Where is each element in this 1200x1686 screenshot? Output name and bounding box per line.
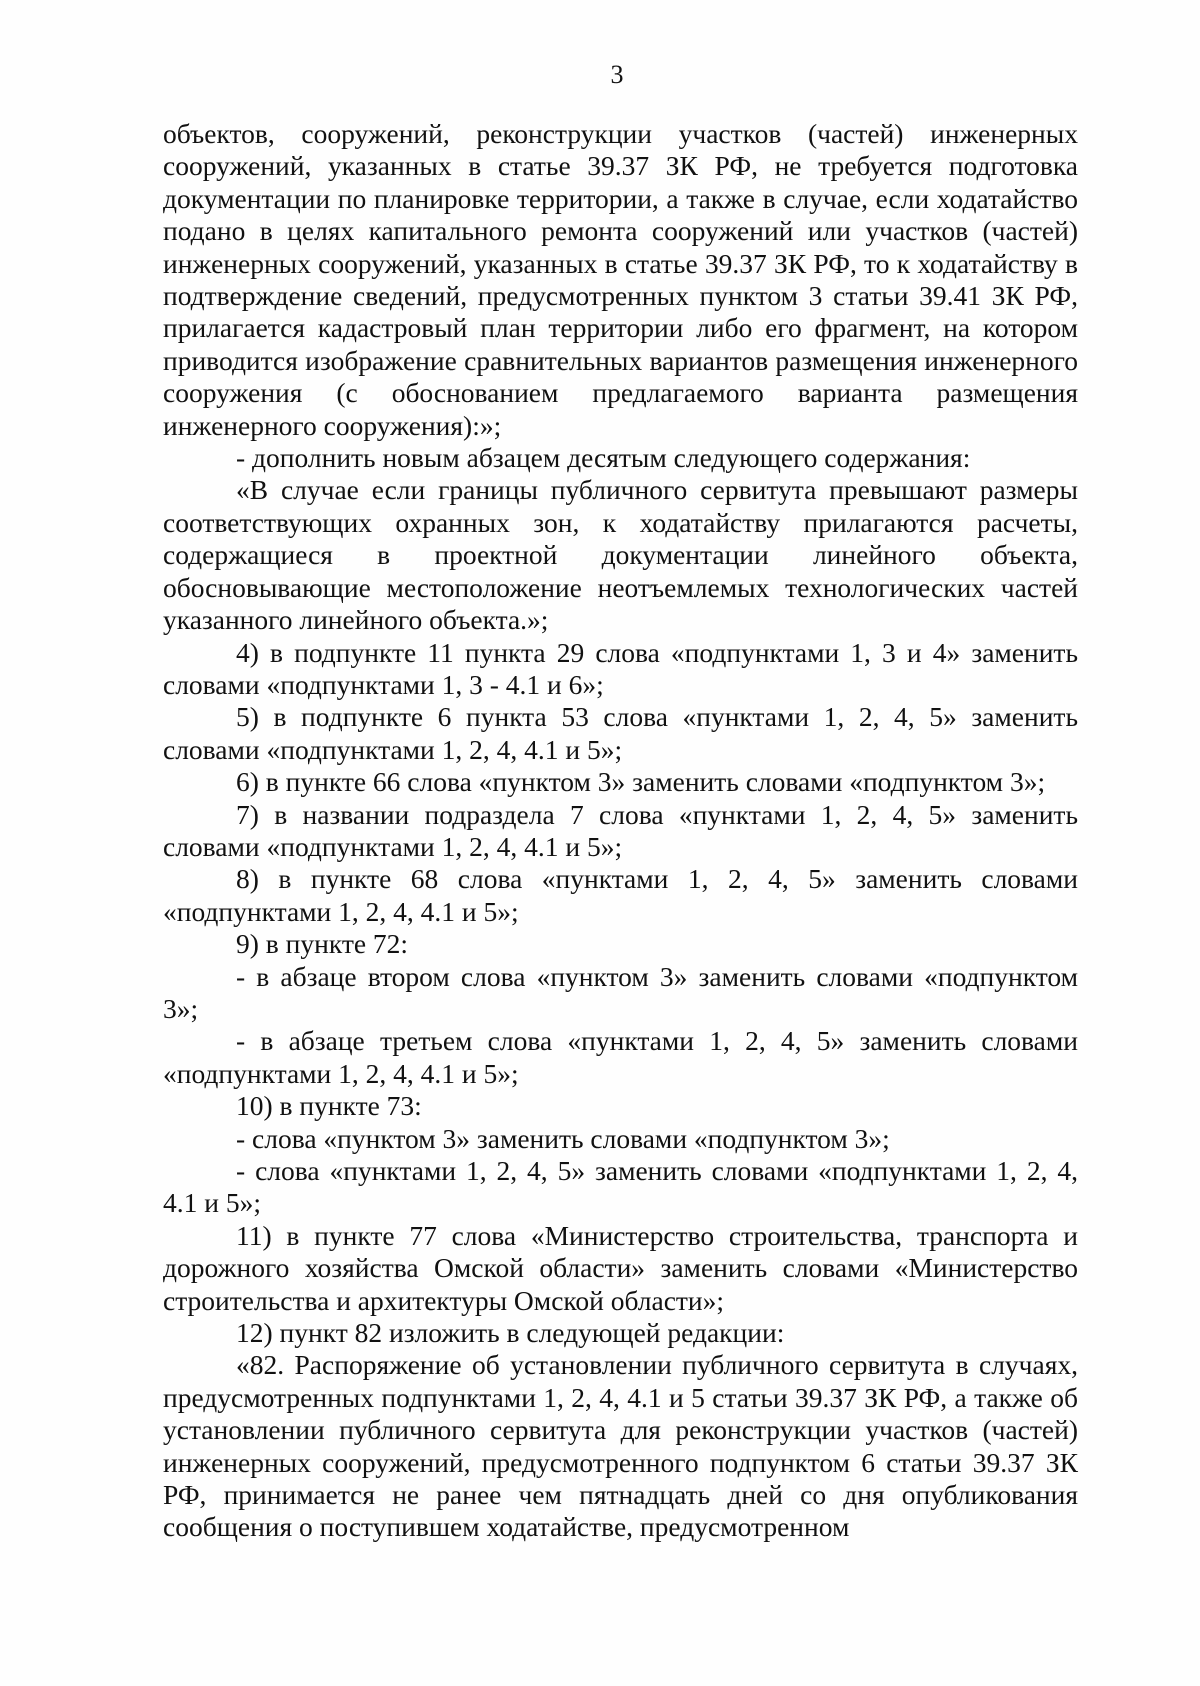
paragraph: 12) пункт 82 изложить в следующей редакции: <box>236 1317 785 1349</box>
paragraph: 4) в подпункте 11 пункта 29 слова «подпунктами 1, 3 и 4» заменить словами «подпунктами 1, 3 - 4.1 и 6»; <box>163 636 1078 700</box>
paragraph: 8) в пункте 68 слова «пунктами 1, 2, 4, 5» заменить словами «подпунктами 1, 2, 4, 4.1 и 5»; <box>163 863 1078 927</box>
paragraph: 5) в подпункте 6 пункта 53 слова «пунктами 1, 2, 4, 5» заменить словами «подпунктами 1, 2, 4, 4.1 и 5»; <box>163 701 1078 765</box>
paragraph: «82. Распоряжение об установлении публичного сервитута в случаях, предусмотренных подпунктами 1, 2, 4, 4.1 и 5 статьи 39.37 ЗК РФ, а также об установлении публичного сервитута для реконструкции участков (частей) инженерных сооружений, предусмотренного подпунктом 6 статьи 39.37 ЗК РФ, принимается не ранее чем пятнадцать дней со дня опубликования сообщения о поступившем ходатайстве, предусмотренном <box>163 1349 1078 1543</box>
paragraph: 7) в названии подраздела 7 слова «пунктами 1, 2, 4, 5» заменить словами «подпунктами 1, 2, 4, 4.1 и 5»; <box>163 798 1078 862</box>
paragraph: - слова «пунктом 3» заменить словами «подпунктом 3»; <box>236 1122 890 1154</box>
document-body <box>163 118 1078 1544</box>
paragraph: 10) в пункте 73: <box>236 1090 422 1122</box>
paragraph-continued: объектов, сооружений, реконструкции участков (частей) инженерных сооружений, указанных в статье 39.37 ЗК РФ, не требуется подготовка документации по планировке территории, а также в случае, если ходатайство подано в целях капитального ремонта сооружений или участков (частей) инженерных сооружений, указанных в статье 39.37 ЗК РФ, то к ходатайству в подтверждение сведений, предусмотренных пунктом 3 статьи 39.41 ЗК РФ, прилагается кадастровый план территории либо его фрагмент, на котором приводится изображение сравнительных вариантов размещения инженерного сооружения (с обоснованием предлагаемого варианта размещения инженерного сооружения):»; <box>163 118 1078 441</box>
paragraph: 9) в пункте 72: <box>236 928 409 960</box>
paragraph: - в абзаце втором слова «пунктом 3» заменить словами «подпунктом 3»; <box>163 960 1078 1024</box>
paragraph: - дополнить новым абзацем десятым следующего содержания: <box>236 442 971 474</box>
paragraph: 11) в пункте 77 слова «Министерство строительства, транспорта и дорожного хозяйства Омской области» заменить словами «Министерство строительства и архитектуры Омской области»; <box>163 1219 1078 1316</box>
page-number: 3 <box>610 60 624 89</box>
paragraph: «В случае если границы публичного сервитута превышают размеры соответствующих охранных зон, к ходатайству прилагаются расчеты, содержащиеся в проектной документации линейного объекта, обосновывающие местоположение неотъемлемых технологических частей указанного линейного объекта.»; <box>163 474 1078 636</box>
paragraph: - слова «пунктами 1, 2, 4, 5» заменить словами «подпунктами 1, 2, 4, 4.1 и 5»; <box>163 1155 1078 1219</box>
paragraph: - в абзаце третьем слова «пунктами 1, 2, 4, 5» заменить словами «подпунктами 1, 2, 4, 4.1 и 5»; <box>163 1025 1078 1089</box>
paragraph: 6) в пункте 66 слова «пунктом 3» заменить словами «подпунктом 3»; <box>236 766 1046 798</box>
